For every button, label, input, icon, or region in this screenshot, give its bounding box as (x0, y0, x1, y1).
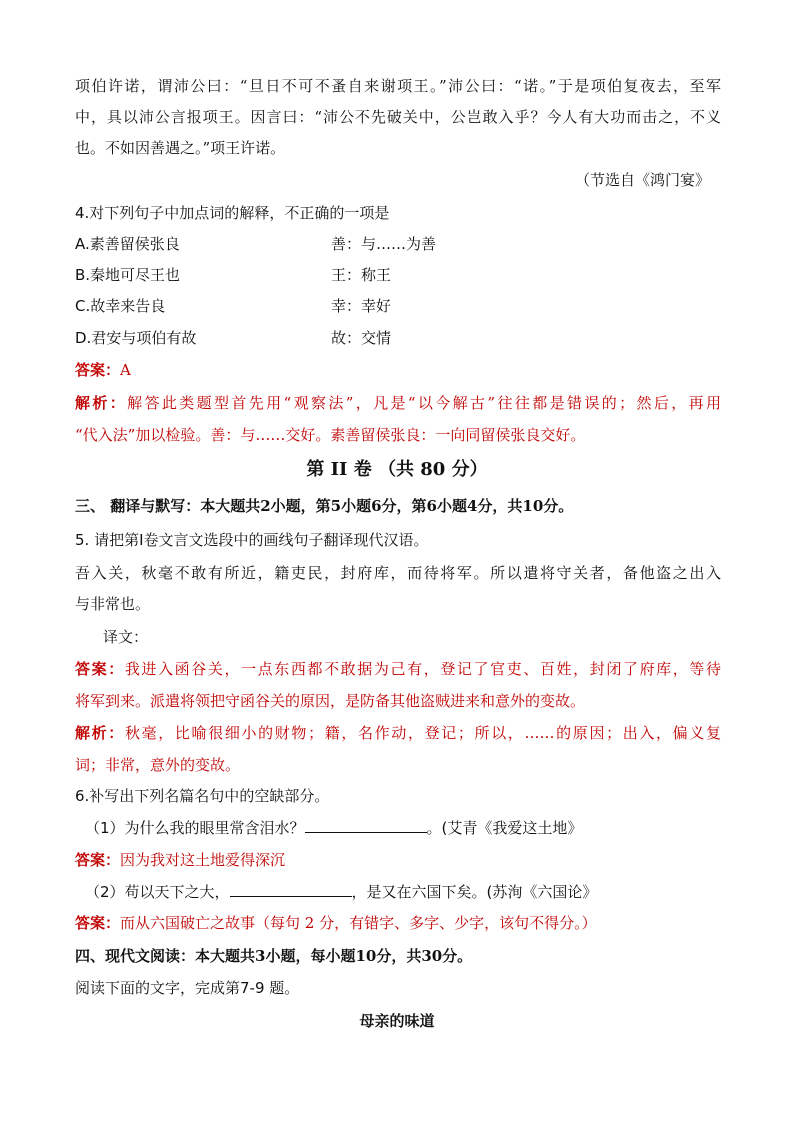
q4-option-a-text: A.素善留侯张良 (75, 235, 180, 253)
passage-line-3: 也。不如因善遇之。”项王许诺。 (75, 139, 286, 157)
q6-answer-2 (75, 913, 721, 933)
q6-answer-2-text: 而从六国破亡之故事（每句 2 分，有错字、多字、少字，该句不得分。） (120, 914, 597, 932)
q5-translation-label: 译文： (103, 628, 149, 646)
q6-answer-1 (75, 850, 721, 870)
q6-stem: 6.补写出下列名篇名句中的空缺部分。 (75, 787, 330, 805)
q4-analysis-line-1 (75, 393, 721, 413)
q5-analysis-line-2: 词；非常，意外的变故。 (75, 756, 241, 774)
q6-answer-2-label: 答案： (75, 914, 121, 932)
section-3-header: 三、 翻译与默写：本大题共2小题，第5小题6分，第6小题4分，共10分。 (75, 497, 574, 515)
q4-analysis-text-1: 解答此类题型首先用“观察法”，凡是“以今解古”往往都是错误的；然后，再用 (127, 394, 721, 412)
q4-option-c (75, 296, 721, 316)
q6-item-2 (85, 882, 731, 902)
q4-option-d (75, 328, 721, 348)
q6-item-1-blank (305, 818, 427, 833)
q4-analysis-label: 解析： (75, 394, 128, 412)
article-title: 母亲的味道 (359, 1012, 435, 1030)
q6-answer-1-label: 答案： (75, 851, 121, 869)
passage-line-1: 项伯许诺，谓沛公曰：“旦日不可不蚤自来谢项王。”沛公曰：“诺。”于是项伯复夜去，至军 (75, 77, 721, 95)
q4-option-a (75, 234, 721, 254)
q6-item-2-after: ，是又在六国下矣。(苏洵《六国论》 (351, 883, 598, 901)
q4-stem: 4.对下列句子中加点词的解释，不正确的一项是 (75, 204, 390, 222)
q5-analysis-text-1: 秋毫，比喻很细小的财物；籍，名作动，登记；所以，……的原因；出入，偏义复 (124, 724, 721, 742)
q4-answer-label: 答案： (75, 361, 121, 379)
q4-option-c-gloss: 幸：幸好 (331, 297, 392, 315)
q6-answer-1-text: 因为我对这土地爱得深沉 (120, 851, 286, 869)
q5-answer-line-1 (75, 659, 721, 679)
q6-item-1-after: 。(艾青《我爱这土地》 (426, 819, 583, 837)
q5-answer-text-1: 我进入函谷关，一点东西都不敢据为己有，登记了官吏、百姓，封闭了府库，等待 (124, 660, 721, 678)
q5-analysis-label: 解析： (75, 724, 125, 742)
q4-analysis-line-2: “代入法”加以检验。善：与……交好。素善留侯张良：一向同留侯张良交好。 (75, 426, 586, 444)
q4-answer-value: A (120, 361, 131, 379)
section-4-instruction: 阅读下面的文字，完成第7-9 题。 (75, 979, 300, 997)
q4-option-a-gloss: 善：与……为善 (331, 235, 437, 253)
section-4-header: 四、现代文阅读：本大题共3小题，每小题10分，共30分。 (75, 947, 473, 965)
q6-item-2-blank (230, 882, 352, 897)
q6-item-1-before: （1）为什么我的眼里常含泪水？ (85, 819, 305, 837)
q5-stem: 5. 请把第Ⅰ卷文言文选段中的画线句子翻译现代汉语。 (75, 531, 429, 549)
q4-option-d-text: D.君安与项伯有故 (75, 329, 197, 347)
q5-text-line-1: 吾入关，秋毫不敢有所近，籍吏民，封府库，而待将军。所以遣将守关者，备他盗之出入 (75, 564, 721, 582)
q5-answer-line-2: 将军到来。派遣将领把守函谷关的原因，是防备其他盗贼进来和意外的变故。 (75, 692, 586, 710)
q4-option-c-text: C.故幸来告良 (75, 297, 166, 315)
q4-option-b-text: B.秦地可尽王也 (75, 266, 181, 284)
volume-2-title: 第 II 卷 （共 80 分） (306, 459, 488, 480)
q6-item-2-before: （2）苟以天下之大， (85, 883, 230, 901)
passage-source: （节选自《鸿门宴》 (575, 171, 711, 189)
q5-answer-label: 答案： (75, 660, 125, 678)
q5-analysis-line-1 (75, 723, 721, 743)
q4-option-b-gloss: 王：称王 (331, 266, 392, 284)
q4-option-b (75, 265, 721, 285)
passage-line-2: 中，具以沛公言报项王。因言曰：“沛公不先破关中，公岂敢入乎？今人有大功而击之，不义 (75, 108, 721, 126)
q5-text-line-2: 与非常也。 (75, 595, 151, 613)
q6-item-1 (85, 818, 731, 838)
q4-option-d-gloss: 故：交情 (331, 329, 392, 347)
q4-answer (75, 360, 721, 380)
